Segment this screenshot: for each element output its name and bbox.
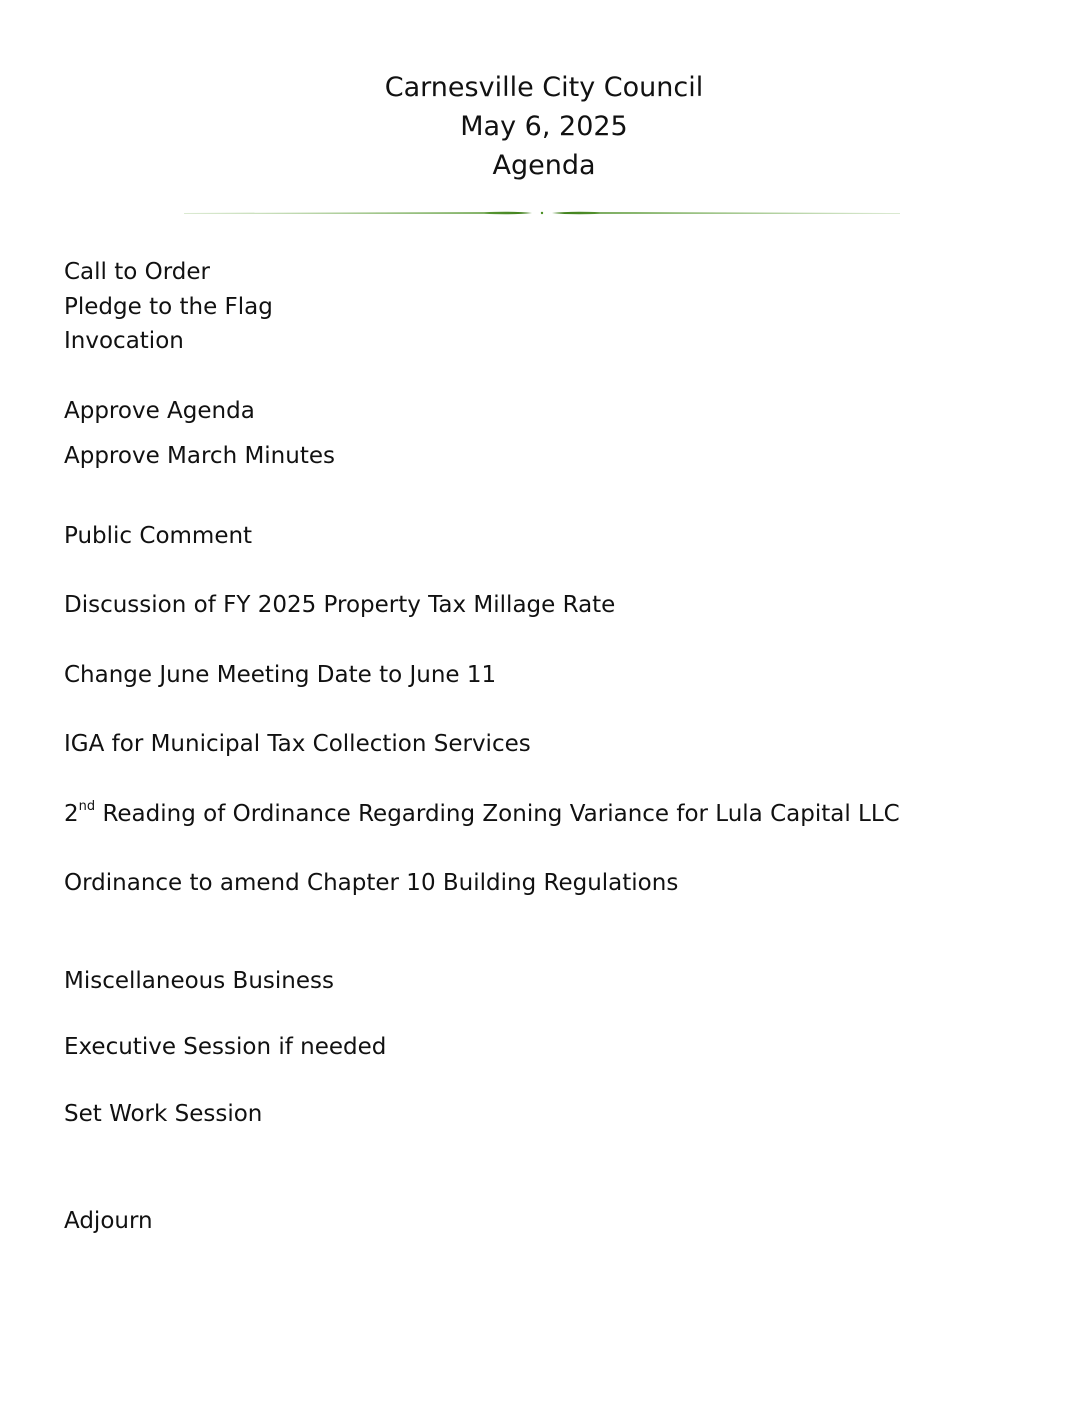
agenda-item-change-meeting-date: Change June Meeting Date to June 11 <box>64 662 497 688</box>
agenda-item-misc-business: Miscellaneous Business <box>64 968 334 994</box>
ordinal-suffix: nd <box>78 799 96 815</box>
decorative-divider <box>184 206 900 220</box>
agenda-item-executive-session: Executive Session if needed <box>64 1034 387 1060</box>
divider-center-dot <box>541 212 543 214</box>
agenda-item-invocation: Invocation <box>64 328 184 354</box>
agenda-item-zoning-second-reading <box>64 799 900 829</box>
document-header <box>0 68 1088 185</box>
reading-text: Reading of Ordinance Regarding Zoning Variance for Lula Capital LLC <box>95 801 900 827</box>
divider-left-swash <box>184 212 532 215</box>
agenda-item-call-to-order: Call to Order <box>64 259 211 285</box>
agenda-item-approve-agenda: Approve Agenda <box>64 398 255 424</box>
agenda-item-approve-minutes: Approve March Minutes <box>64 443 335 469</box>
agenda-heading: Agenda <box>492 150 596 181</box>
agenda-item-iga-tax-collection: IGA for Municipal Tax Collection Services <box>64 731 531 757</box>
council-title: Carnesville City Council <box>384 72 704 103</box>
agenda-item-millage-discussion: Discussion of FY 2025 Property Tax Millage Rate <box>64 592 616 618</box>
divider-right-swash <box>552 212 900 215</box>
agenda-item-set-work-session: Set Work Session <box>64 1101 263 1127</box>
agenda-item-adjourn: Adjourn <box>64 1208 153 1234</box>
meeting-date: May 6, 2025 <box>460 111 628 142</box>
agenda-item-pledge: Pledge to the Flag <box>64 294 273 320</box>
reading-number: 2 <box>64 801 79 827</box>
agenda-item-amend-chapter-10: Ordinance to amend Chapter 10 Building Regulations <box>64 870 679 896</box>
agenda-item-public-comment: Public Comment <box>64 523 253 549</box>
